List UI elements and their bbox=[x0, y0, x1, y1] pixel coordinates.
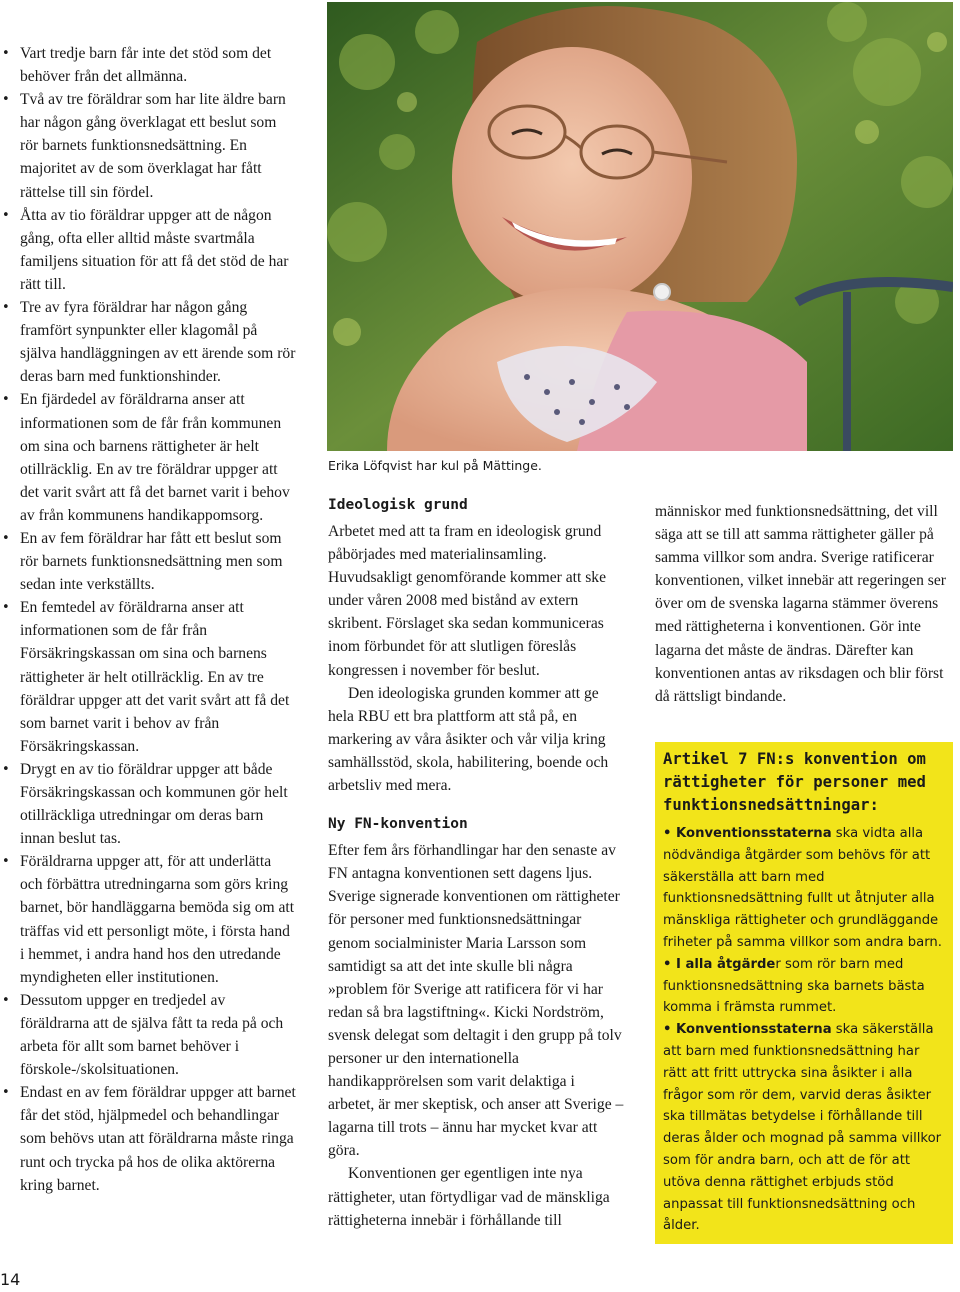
body-paragraph: Den ideologiska grunden kommer att ge hela RBU ett bra plattform att stå på, en markering av våra åsikter och vår vilja kring samhällsstöd, skola, habilitering, boende och arbetsliv med mera. bbox=[328, 684, 609, 795]
survey-bullet-list bbox=[0, 42, 296, 1197]
bullet-item: • Vart tredje barn får inte det stöd som det behöver från det allmänna. bbox=[0, 42, 296, 88]
fact-box-item-lead: • I alla åtgärde bbox=[663, 956, 776, 972]
right-column bbox=[655, 500, 953, 708]
photo-illustration bbox=[327, 2, 953, 451]
fact-box-item bbox=[663, 954, 945, 1019]
body-paragraph: Arbetet med att ta fram en ideologisk grund påbörjades med materialinsamling. Huvudsakligt genomförande kommer att ske under våren 2008 med bistånd av extern skribent. Förslaget ska sedan kommuniceras inom förbundet för att slutligen föreslås kongressen i november för beslut. bbox=[328, 523, 607, 679]
bullet-item: • Åtta av tio föräldrar uppger att de någon gång, ofta eller alltid måste svartmåla familjens situation för att få det stöd de har rätt till. bbox=[0, 204, 296, 296]
fact-box-item bbox=[663, 1019, 945, 1237]
fact-box-item-lead: • Konventionsstaterna bbox=[663, 826, 832, 841]
fact-box-item bbox=[663, 823, 945, 954]
bullet-item: • En femtedel av föräldrarna anser att informationen som de får från Försäkringskassan om sina och barnens rättigheter är helt otillräcklig. En av tre föräldrar uppger att det varit svårt att få det som barnet varit i behov av från Försäkringskassan. bbox=[0, 596, 296, 758]
page-number: 14 bbox=[0, 1270, 21, 1289]
middle-column bbox=[328, 494, 624, 1232]
bullet-item: • Föräldrarna uppger att, för att underlätta och förbättra utredningarna som görs kring barnet, bör handläggarna bemöda sig om att träffas vid ett personligt möte, i första hand i hemmet, i andra hand hos den utredande myndigheten eller institutionen. bbox=[0, 850, 296, 989]
left-column bbox=[0, 42, 296, 1197]
photo-girl-smiling bbox=[327, 2, 953, 451]
section-heading-ny-fn-konvention: Ny FN-konvention bbox=[328, 816, 468, 833]
bullet-item: • Endast en av fem föräldrar uppger att barnet får det stöd, hjälpmedel och behandlingar som behövs utan att föräldrarna måste ringa runt och trycka på hos de olika aktörerna kring barnet. bbox=[0, 1081, 296, 1196]
bullet-item: • Två av tre föräldrar som har lite äldre barn har någon gång överklagat ett beslut som rör barnets funktionsnedsättning. En majoritet av de som överklagat har fått rättelse till sin fördel. bbox=[0, 88, 296, 203]
fact-box-item-text: r som rör barn med funktionsnedsättning ska barnets bästa komma i främsta rummet. bbox=[663, 956, 925, 1016]
fact-box-item-text: ska säkerställa att barn med funktionsnedsättning har rätt att fritt uttrycka sina åsikter i alla frågor som rör dem, varvid deras åsikter ska tillmätas betydelse i förhållande till deras ålder och mognad på samma villkor som för andra barn, och att de för att utöva denna rättighet erbjuds stöd anpassat till funktionsnedsättning och ålder. bbox=[663, 1022, 942, 1234]
bullet-item: • Dessutom uppger en tredjedel av föräldrarna att de själva fått ta reda på och arbeta för allt som barnet behöver i förskole-/skolsituationen. bbox=[0, 989, 296, 1081]
fact-box-item-text: ska vidta alla nödvändiga åtgärder som behövs för att säkerställa att barn med funktionsnedsättning fullt ut åtnjuter alla mänskliga rättigheter och grundläggande friheter på samma villkor som andra barn. bbox=[663, 826, 942, 950]
photo-caption: Erika Löfqvist har kul på Mättinge. bbox=[328, 458, 542, 473]
section-heading-ideologisk-grund: Ideologisk grund bbox=[328, 497, 468, 513]
bullet-item: • Tre av fyra föräldrar har någon gång framfört synpunkter eller klagomål på själva handläggningen av ett ärende som rör deras barn med funktionshinder. bbox=[0, 296, 296, 388]
fact-box-title: Artikel 7 FN:s konvention om rättigheter för personer med funktionsnedsättningar: bbox=[663, 750, 926, 814]
body-paragraph: Konventionen ger egentligen inte nya rättigheter, utan förtydligar vad de mänskliga rättigheterna innebär i förhållande till bbox=[328, 1165, 610, 1229]
bullet-item: • En fjärdedel av föräldrarna anser att informationen som de får från kommunen om sina och barnens rättigheter är helt otillräcklig. En av tre föräldrar uppger att det varit svårt att få det barnet varit i behov av från kommunens handikappomsorg. bbox=[0, 388, 296, 527]
bullet-item: • En av fem föräldrar har fått ett beslut som rör barnets funktionsnedsättning men som sedan inte verkställts. bbox=[0, 527, 296, 596]
convention-fact-box bbox=[655, 742, 953, 1244]
bullet-item: • Drygt en av tio föräldrar uppger att både Försäkringskassan och kommunen gör helt otillräckliga utredningar om deras barn innan beslut tas. bbox=[0, 758, 296, 850]
body-paragraph: människor med funktionsnedsättning, det vill säga att se till att samma rättigheter gäller på samma villkor som andra. Sverige ratificerar konventionen, vilket innebär att regeringen ser över om de svenska lagarna stämmer överens med rättigheterna i konventionen. Gör inte lagarna det måste de ändras. Därefter kan konventionen antas av riksdagen och blir först då rättsligt bindande. bbox=[655, 503, 946, 705]
fact-box-item-lead: • Konventionsstaterna bbox=[663, 1022, 832, 1038]
body-paragraph: Efter fem års förhandlingar har den senaste av FN antagna konventionen sett dagens ljus. Sverige signerade konventionen om rättigheter för personer med funktionsnedsättningar genom socialminister Maria Larsson som samtidigt sa att det inte skulle bli några »problem för Sverige att ratificera för vi har redan så bra lagstiftning«. Kicki Nordström, svensk delegat som deltagit i den grupp på tolv personer ur den internationella handikapprörelsen som varit delaktiga i arbetet, är mer skeptisk, och anser att Sverige – lagarna till trots – ännu har mycket kvar att göra. bbox=[328, 842, 624, 1160]
